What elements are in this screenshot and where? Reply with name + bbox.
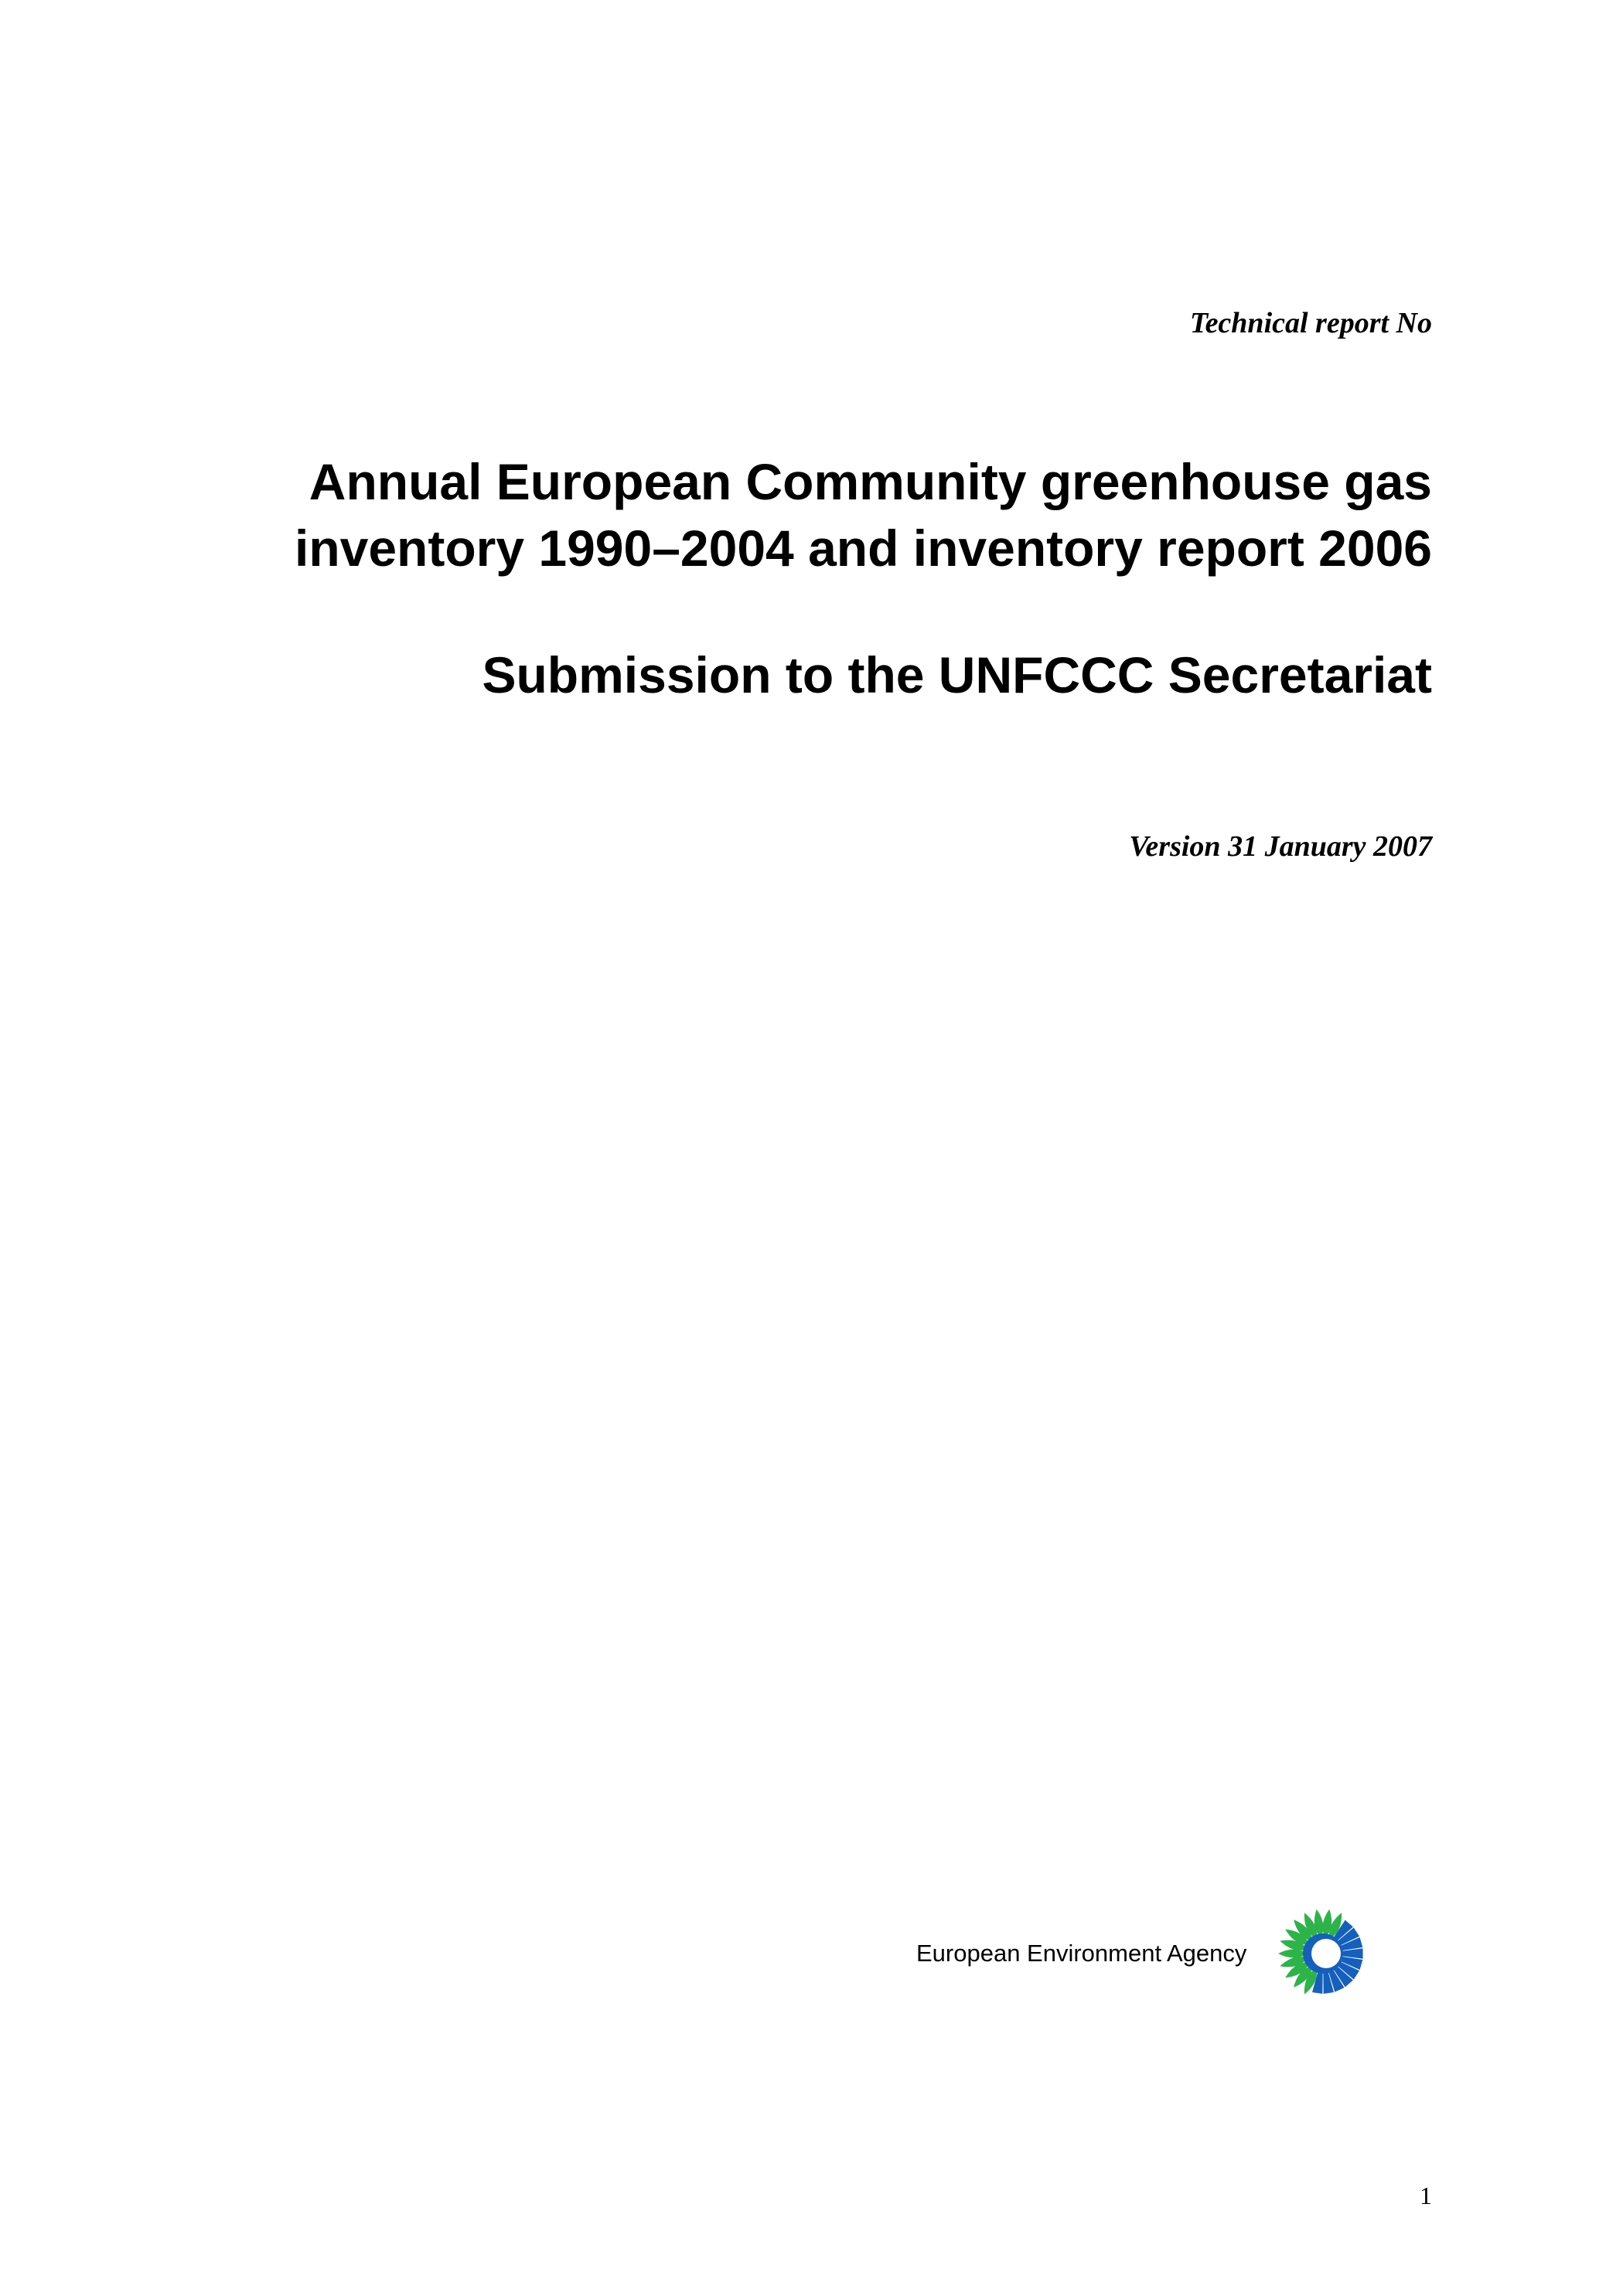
document-title-line-1: Annual European Community greenhouse gas [309, 453, 1432, 510]
eea-logo-text: European Environment Agency [916, 1940, 1247, 1967]
document-subtitle: Submission to the UNFCCC Secretariat [482, 646, 1432, 703]
version-date: Version 31 January 2007 [1129, 830, 1432, 863]
logo-leaf-ray [1278, 1949, 1304, 1957]
document-title-line-2: inventory 1990–2004 and inventory report 2006 [294, 519, 1432, 577]
eea-starburst-icon [1265, 1903, 1381, 2004]
document-title [295, 448, 1432, 581]
page-number: 1 [1420, 2182, 1432, 2209]
eea-logo [916, 1903, 1381, 2004]
report-label: Technical report No [1189, 307, 1432, 339]
